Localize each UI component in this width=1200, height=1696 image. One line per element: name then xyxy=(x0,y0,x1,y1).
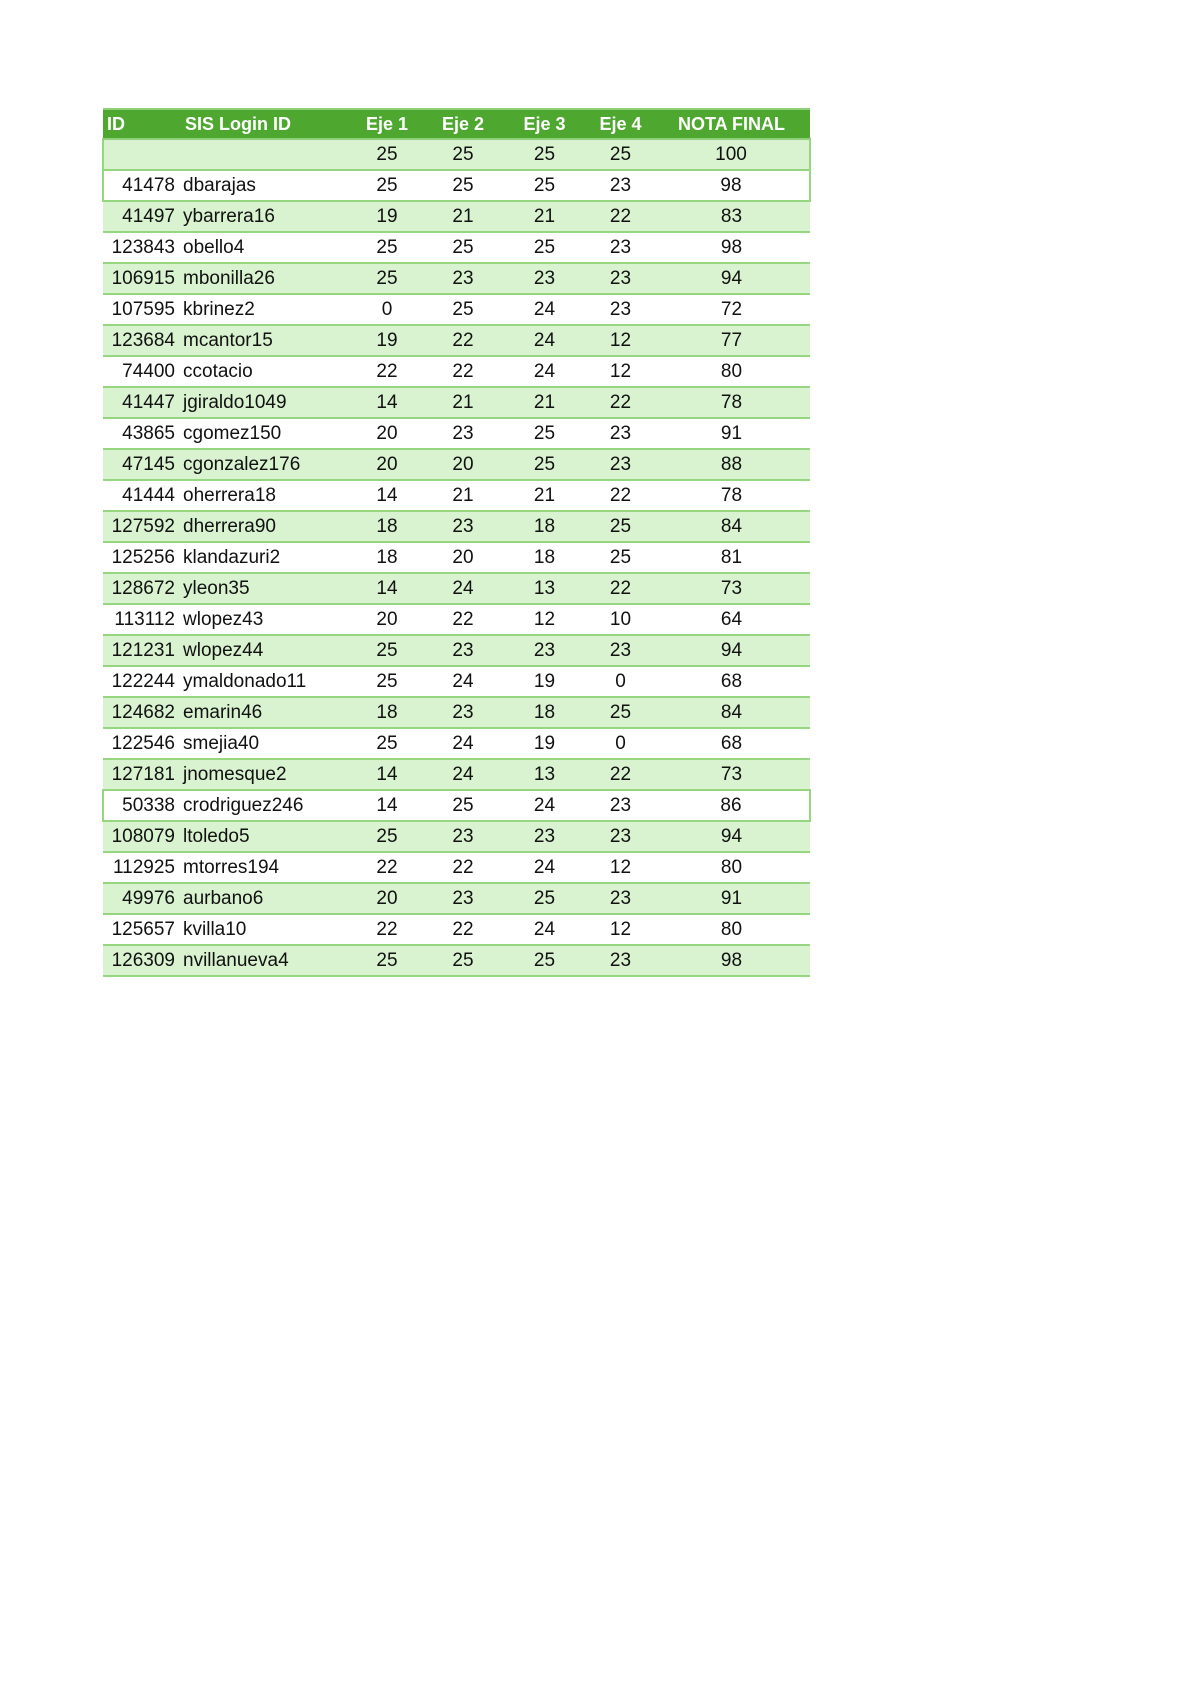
nota-final-cell: 91 xyxy=(653,418,810,449)
nota-final-cell: 94 xyxy=(653,263,810,294)
eje1-cell: 14 xyxy=(349,480,425,511)
id-cell: 50338 xyxy=(103,790,181,821)
max-points-row xyxy=(103,139,810,170)
eje2-cell: 25 xyxy=(425,790,501,821)
eje2-cell: 22 xyxy=(425,914,501,945)
eje4-cell: 23 xyxy=(588,170,653,201)
login-cell: klandazuri2 xyxy=(181,542,349,573)
eje4-cell: 25 xyxy=(588,697,653,728)
id-cell: 128672 xyxy=(103,573,181,604)
login-cell: kbrinez2 xyxy=(181,294,349,325)
eje3-cell: 23 xyxy=(501,635,588,666)
eje2-cell: 21 xyxy=(425,480,501,511)
table-row xyxy=(103,356,810,387)
nota-final-cell: 98 xyxy=(653,945,810,976)
id-cell: 74400 xyxy=(103,356,181,387)
header-eje2: Eje 2 xyxy=(425,109,501,139)
id-cell: 112925 xyxy=(103,852,181,883)
id-cell: 127181 xyxy=(103,759,181,790)
id-cell: 41497 xyxy=(103,201,181,232)
nota-final-cell: 88 xyxy=(653,449,810,480)
eje1-cell: 14 xyxy=(349,790,425,821)
max-nota-cell: 100 xyxy=(653,139,810,170)
eje3-cell: 25 xyxy=(501,883,588,914)
eje2-cell: 22 xyxy=(425,604,501,635)
header-row xyxy=(103,109,810,139)
eje1-cell: 14 xyxy=(349,759,425,790)
login-cell: ltoledo5 xyxy=(181,821,349,852)
table-row xyxy=(103,542,810,573)
eje2-cell: 24 xyxy=(425,666,501,697)
eje3-cell: 24 xyxy=(501,356,588,387)
nota-final-cell: 68 xyxy=(653,666,810,697)
nota-final-cell: 73 xyxy=(653,759,810,790)
login-cell: smejia40 xyxy=(181,728,349,759)
login-cell: cgomez150 xyxy=(181,418,349,449)
max-eje3-cell: 25 xyxy=(501,139,588,170)
id-cell: 106915 xyxy=(103,263,181,294)
table-row xyxy=(103,232,810,263)
eje4-cell: 12 xyxy=(588,914,653,945)
eje3-cell: 18 xyxy=(501,542,588,573)
eje3-cell: 21 xyxy=(501,201,588,232)
eje3-cell: 25 xyxy=(501,170,588,201)
login-cell: jnomesque2 xyxy=(181,759,349,790)
eje3-cell: 24 xyxy=(501,790,588,821)
table-row xyxy=(103,697,810,728)
login-cell: obello4 xyxy=(181,232,349,263)
eje4-cell: 12 xyxy=(588,325,653,356)
eje3-cell: 19 xyxy=(501,666,588,697)
eje2-cell: 23 xyxy=(425,418,501,449)
eje3-cell: 19 xyxy=(501,728,588,759)
eje1-cell: 25 xyxy=(349,170,425,201)
id-cell: 121231 xyxy=(103,635,181,666)
eje1-cell: 19 xyxy=(349,325,425,356)
nota-final-cell: 86 xyxy=(653,790,810,821)
eje4-cell: 23 xyxy=(588,821,653,852)
nota-final-cell: 84 xyxy=(653,697,810,728)
eje3-cell: 12 xyxy=(501,604,588,635)
nota-final-cell: 98 xyxy=(653,170,810,201)
eje1-cell: 25 xyxy=(349,635,425,666)
eje4-cell: 22 xyxy=(588,759,653,790)
eje1-cell: 19 xyxy=(349,201,425,232)
login-cell: dherrera90 xyxy=(181,511,349,542)
table-row xyxy=(103,604,810,635)
id-cell: 41478 xyxy=(103,170,181,201)
eje1-cell: 25 xyxy=(349,821,425,852)
eje2-cell: 25 xyxy=(425,232,501,263)
eje1-cell: 25 xyxy=(349,728,425,759)
eje1-cell: 22 xyxy=(349,356,425,387)
login-cell: mtorres194 xyxy=(181,852,349,883)
eje3-cell: 21 xyxy=(501,387,588,418)
table-row xyxy=(103,573,810,604)
nota-final-cell: 83 xyxy=(653,201,810,232)
eje3-cell: 18 xyxy=(501,511,588,542)
eje2-cell: 21 xyxy=(425,387,501,418)
eje3-cell: 13 xyxy=(501,759,588,790)
eje2-cell: 22 xyxy=(425,356,501,387)
eje3-cell: 13 xyxy=(501,573,588,604)
table-row xyxy=(103,790,810,821)
id-cell: 107595 xyxy=(103,294,181,325)
login-cell: emarin46 xyxy=(181,697,349,728)
table-row xyxy=(103,263,810,294)
id-cell: 41447 xyxy=(103,387,181,418)
eje3-cell: 25 xyxy=(501,232,588,263)
eje3-cell: 23 xyxy=(501,263,588,294)
table-row xyxy=(103,325,810,356)
nota-final-cell: 73 xyxy=(653,573,810,604)
id-cell: 113112 xyxy=(103,604,181,635)
login-cell: wlopez43 xyxy=(181,604,349,635)
login-cell: kvilla10 xyxy=(181,914,349,945)
table-row xyxy=(103,170,810,201)
eje4-cell: 23 xyxy=(588,790,653,821)
id-cell: 108079 xyxy=(103,821,181,852)
login-cell: ybarrera16 xyxy=(181,201,349,232)
nota-final-cell: 94 xyxy=(653,635,810,666)
id-cell: 49976 xyxy=(103,883,181,914)
header-eje1: Eje 1 xyxy=(349,109,425,139)
login-cell: mbonilla26 xyxy=(181,263,349,294)
login-cell: cgonzalez176 xyxy=(181,449,349,480)
table-body xyxy=(103,139,810,976)
eje4-cell: 23 xyxy=(588,263,653,294)
eje4-cell: 23 xyxy=(588,635,653,666)
nota-final-cell: 80 xyxy=(653,356,810,387)
id-cell: 122546 xyxy=(103,728,181,759)
eje2-cell: 22 xyxy=(425,325,501,356)
table-row xyxy=(103,449,810,480)
login-cell: crodriguez246 xyxy=(181,790,349,821)
eje1-cell: 18 xyxy=(349,511,425,542)
nota-final-cell: 78 xyxy=(653,480,810,511)
header-id: ID xyxy=(103,109,181,139)
eje4-cell: 23 xyxy=(588,418,653,449)
nota-final-cell: 81 xyxy=(653,542,810,573)
nota-final-cell: 78 xyxy=(653,387,810,418)
eje1-cell: 20 xyxy=(349,883,425,914)
eje2-cell: 24 xyxy=(425,728,501,759)
eje1-cell: 22 xyxy=(349,852,425,883)
table-row xyxy=(103,945,810,976)
id-cell: 123684 xyxy=(103,325,181,356)
eje4-cell: 22 xyxy=(588,201,653,232)
nota-final-cell: 80 xyxy=(653,852,810,883)
table-row xyxy=(103,883,810,914)
id-cell: 123843 xyxy=(103,232,181,263)
eje1-cell: 20 xyxy=(349,418,425,449)
eje3-cell: 24 xyxy=(501,325,588,356)
nota-final-cell: 64 xyxy=(653,604,810,635)
eje4-cell: 25 xyxy=(588,542,653,573)
nota-final-cell: 84 xyxy=(653,511,810,542)
eje3-cell: 24 xyxy=(501,852,588,883)
login-cell: wlopez44 xyxy=(181,635,349,666)
grades-table xyxy=(102,108,811,977)
table-row xyxy=(103,294,810,325)
login-cell: aurbano6 xyxy=(181,883,349,914)
eje2-cell: 23 xyxy=(425,511,501,542)
eje4-cell: 23 xyxy=(588,232,653,263)
nota-final-cell: 68 xyxy=(653,728,810,759)
login-cell: nvillanueva4 xyxy=(181,945,349,976)
eje1-cell: 22 xyxy=(349,914,425,945)
eje1-cell: 14 xyxy=(349,387,425,418)
id-cell: 126309 xyxy=(103,945,181,976)
header-eje3: Eje 3 xyxy=(501,109,588,139)
eje1-cell: 20 xyxy=(349,604,425,635)
table-row xyxy=(103,914,810,945)
table-row xyxy=(103,387,810,418)
id-cell: 125657 xyxy=(103,914,181,945)
id-cell: 124682 xyxy=(103,697,181,728)
table-row xyxy=(103,759,810,790)
eje2-cell: 24 xyxy=(425,573,501,604)
id-cell: 47145 xyxy=(103,449,181,480)
login-cell: ccotacio xyxy=(181,356,349,387)
max-eje4-cell: 25 xyxy=(588,139,653,170)
eje3-cell: 24 xyxy=(501,294,588,325)
max-login-cell xyxy=(181,139,349,170)
eje3-cell: 21 xyxy=(501,480,588,511)
id-cell: 41444 xyxy=(103,480,181,511)
table-row xyxy=(103,418,810,449)
nota-final-cell: 80 xyxy=(653,914,810,945)
max-eje2-cell: 25 xyxy=(425,139,501,170)
eje4-cell: 23 xyxy=(588,945,653,976)
login-cell: yleon35 xyxy=(181,573,349,604)
eje3-cell: 24 xyxy=(501,914,588,945)
eje2-cell: 20 xyxy=(425,542,501,573)
max-eje1-cell: 25 xyxy=(349,139,425,170)
header-eje4: Eje 4 xyxy=(588,109,653,139)
eje1-cell: 20 xyxy=(349,449,425,480)
id-cell: 43865 xyxy=(103,418,181,449)
eje2-cell: 25 xyxy=(425,170,501,201)
eje1-cell: 25 xyxy=(349,263,425,294)
eje3-cell: 25 xyxy=(501,449,588,480)
eje3-cell: 25 xyxy=(501,945,588,976)
login-cell: mcantor15 xyxy=(181,325,349,356)
eje4-cell: 23 xyxy=(588,883,653,914)
eje4-cell: 12 xyxy=(588,356,653,387)
eje1-cell: 25 xyxy=(349,232,425,263)
eje4-cell: 23 xyxy=(588,449,653,480)
eje2-cell: 23 xyxy=(425,883,501,914)
eje4-cell: 22 xyxy=(588,573,653,604)
eje2-cell: 22 xyxy=(425,852,501,883)
login-cell: oherrera18 xyxy=(181,480,349,511)
max-id-cell xyxy=(103,139,181,170)
eje1-cell: 0 xyxy=(349,294,425,325)
eje3-cell: 23 xyxy=(501,821,588,852)
eje4-cell: 12 xyxy=(588,852,653,883)
eje4-cell: 22 xyxy=(588,387,653,418)
table-row xyxy=(103,635,810,666)
eje2-cell: 25 xyxy=(425,294,501,325)
eje4-cell: 25 xyxy=(588,511,653,542)
eje1-cell: 25 xyxy=(349,666,425,697)
table-row xyxy=(103,511,810,542)
eje4-cell: 23 xyxy=(588,294,653,325)
eje1-cell: 18 xyxy=(349,542,425,573)
eje1-cell: 25 xyxy=(349,945,425,976)
nota-final-cell: 77 xyxy=(653,325,810,356)
eje3-cell: 25 xyxy=(501,418,588,449)
nota-final-cell: 72 xyxy=(653,294,810,325)
id-cell: 125256 xyxy=(103,542,181,573)
eje3-cell: 18 xyxy=(501,697,588,728)
eje4-cell: 0 xyxy=(588,728,653,759)
nota-final-cell: 98 xyxy=(653,232,810,263)
eje2-cell: 23 xyxy=(425,697,501,728)
eje2-cell: 25 xyxy=(425,945,501,976)
table-row xyxy=(103,666,810,697)
eje4-cell: 10 xyxy=(588,604,653,635)
id-cell: 122244 xyxy=(103,666,181,697)
eje2-cell: 23 xyxy=(425,821,501,852)
login-cell: dbarajas xyxy=(181,170,349,201)
eje2-cell: 23 xyxy=(425,263,501,294)
table-row xyxy=(103,821,810,852)
nota-final-cell: 94 xyxy=(653,821,810,852)
eje2-cell: 20 xyxy=(425,449,501,480)
header-nota-final: NOTA FINAL xyxy=(653,109,810,139)
table-row xyxy=(103,852,810,883)
header-login: SIS Login ID xyxy=(181,109,349,139)
login-cell: jgiraldo1049 xyxy=(181,387,349,418)
table-row xyxy=(103,480,810,511)
table-row xyxy=(103,728,810,759)
nota-final-cell: 91 xyxy=(653,883,810,914)
login-cell: ymaldonado11 xyxy=(181,666,349,697)
eje1-cell: 14 xyxy=(349,573,425,604)
eje4-cell: 0 xyxy=(588,666,653,697)
eje2-cell: 21 xyxy=(425,201,501,232)
table-header xyxy=(103,109,810,139)
id-cell: 127592 xyxy=(103,511,181,542)
eje1-cell: 18 xyxy=(349,697,425,728)
eje2-cell: 24 xyxy=(425,759,501,790)
eje4-cell: 22 xyxy=(588,480,653,511)
eje2-cell: 23 xyxy=(425,635,501,666)
table-row xyxy=(103,201,810,232)
